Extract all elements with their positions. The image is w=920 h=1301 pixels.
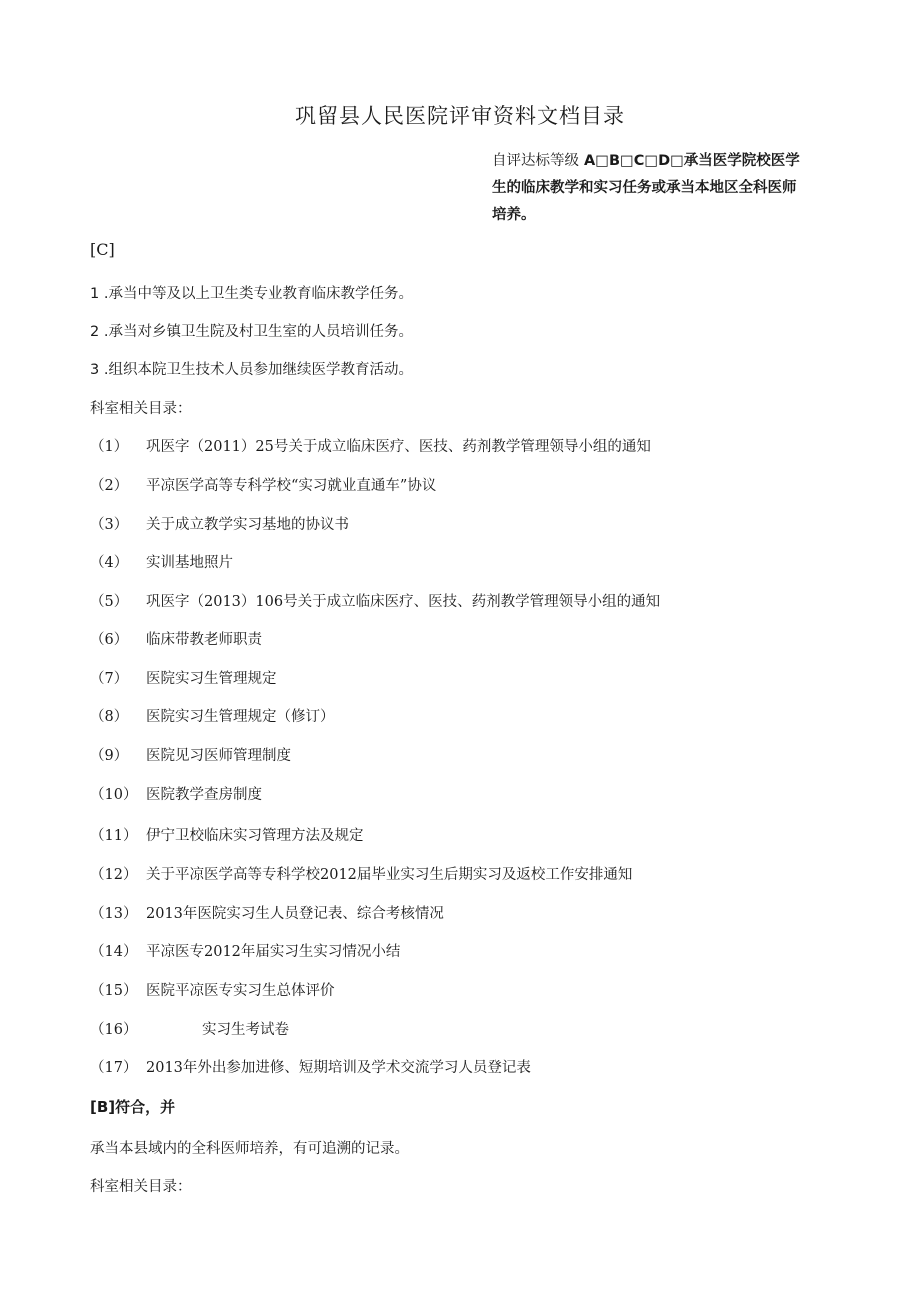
- list-item-number: （12）: [90, 867, 138, 883]
- list-item-text: 医院教学查房制度: [146, 787, 262, 803]
- list-item-number: （6）: [90, 632, 129, 648]
- list-item-number: （9）: [90, 748, 129, 764]
- list-item-text: 临床带教老师职责: [146, 632, 262, 648]
- list-item: [90, 1056, 531, 1077]
- list-item: [90, 435, 651, 456]
- grade-note-lead: 自评达标等级: [492, 153, 579, 169]
- list-item: [90, 863, 632, 884]
- list-item: [90, 902, 444, 923]
- list-item: [90, 744, 291, 765]
- list-item: [90, 940, 400, 961]
- list-item-number: （1）: [90, 439, 129, 455]
- grade-note-text: A□B□C□D□承当医学院校医学生的临床教学和实习任务或承当本地区全科医师培养。: [492, 153, 800, 223]
- list-item-text: 关于成立教学实习基地的协议书: [146, 517, 349, 533]
- section-c-related-label: 科室相关目录：: [90, 401, 192, 417]
- requirement-b: 承当本县域内的全科医师培养，有可追溯的记录。: [90, 1141, 409, 1157]
- list-item: [90, 474, 436, 495]
- list-item: [90, 590, 660, 611]
- list-item-text: 巩医字（2013）106号关于成立临床医疗、医技、药剂教学管理领导小组的通知: [146, 594, 661, 610]
- list-item: [90, 513, 349, 534]
- list-item-text: 实训基地照片: [146, 555, 233, 571]
- list-item-number: （17）: [90, 1060, 138, 1076]
- list-item-number: （7）: [90, 671, 129, 687]
- list-item: [90, 783, 262, 804]
- list-item-number: （8）: [90, 709, 129, 725]
- list-item-number: （15）: [90, 983, 138, 999]
- list-item-text: 医院见习医师管理制度: [146, 748, 291, 764]
- list-item-number: （2）: [90, 478, 129, 494]
- list-item-text: 医院实习生管理规定: [146, 671, 277, 687]
- requirement-c-3: 3 .组织本院卫生技术人员参加继续医学教育活动。: [90, 362, 413, 378]
- list-item-text: 医院平凉医专实习生总体评价: [146, 983, 335, 999]
- list-item-number: （10）: [90, 787, 138, 803]
- document-title: 巩留县人民医院评审资料文档目录: [295, 104, 625, 128]
- list-item-number: （4）: [90, 555, 129, 571]
- list-item-text: 伊宁卫校临床实习管理方法及规定: [146, 828, 364, 844]
- grade-note: [492, 148, 810, 229]
- section-c-heading: [C]: [90, 240, 115, 259]
- list-item-text: 平凉医学高等专科学校“实习就业直通车”协议: [146, 478, 437, 494]
- list-item-text: 巩医字（2011）25号关于成立临床医疗、医技、药剂教学管理领导小组的通知: [146, 439, 651, 455]
- list-item: [90, 551, 233, 572]
- list-item-text: 医院实习生管理规定（修订）: [146, 709, 335, 725]
- list-item-text: 2013年外出参加进修、短期培训及学术交流学习人员登记表: [146, 1060, 531, 1076]
- list-item-text: 实习生考试卷: [202, 1022, 289, 1038]
- requirement-c-2: 2 .承当对乡镇卫生院及村卫生室的人员培训任务。: [90, 324, 413, 340]
- list-item-number: （3）: [90, 517, 129, 533]
- list-item: [90, 705, 335, 726]
- requirement-c-1: 1 .承当中等及以上卫生类专业教育临床教学任务。: [90, 286, 413, 302]
- list-item-number: （14）: [90, 944, 138, 960]
- list-item-number: （5）: [90, 594, 129, 610]
- list-item: [90, 1018, 289, 1039]
- section-b-heading: [B]符合，并: [90, 1098, 176, 1116]
- list-item-number: （11）: [90, 828, 138, 844]
- list-item: [90, 979, 335, 1000]
- list-item: [90, 628, 262, 649]
- section-b-related-label: 科室相关目录：: [90, 1179, 192, 1195]
- list-item-number: （13）: [90, 906, 138, 922]
- list-item: [90, 824, 364, 845]
- list-item-number: （16）: [90, 1022, 138, 1038]
- list-item-text: 关于平凉医学高等专科学校2012届毕业实习生后期实习及返校工作安排通知: [146, 867, 633, 883]
- list-item-text: 平凉医专2012年届实习生实习情况小结: [146, 944, 401, 960]
- list-item-text: 2013年医院实习生人员登记表、综合考核情况: [146, 906, 444, 922]
- list-item: [90, 667, 277, 688]
